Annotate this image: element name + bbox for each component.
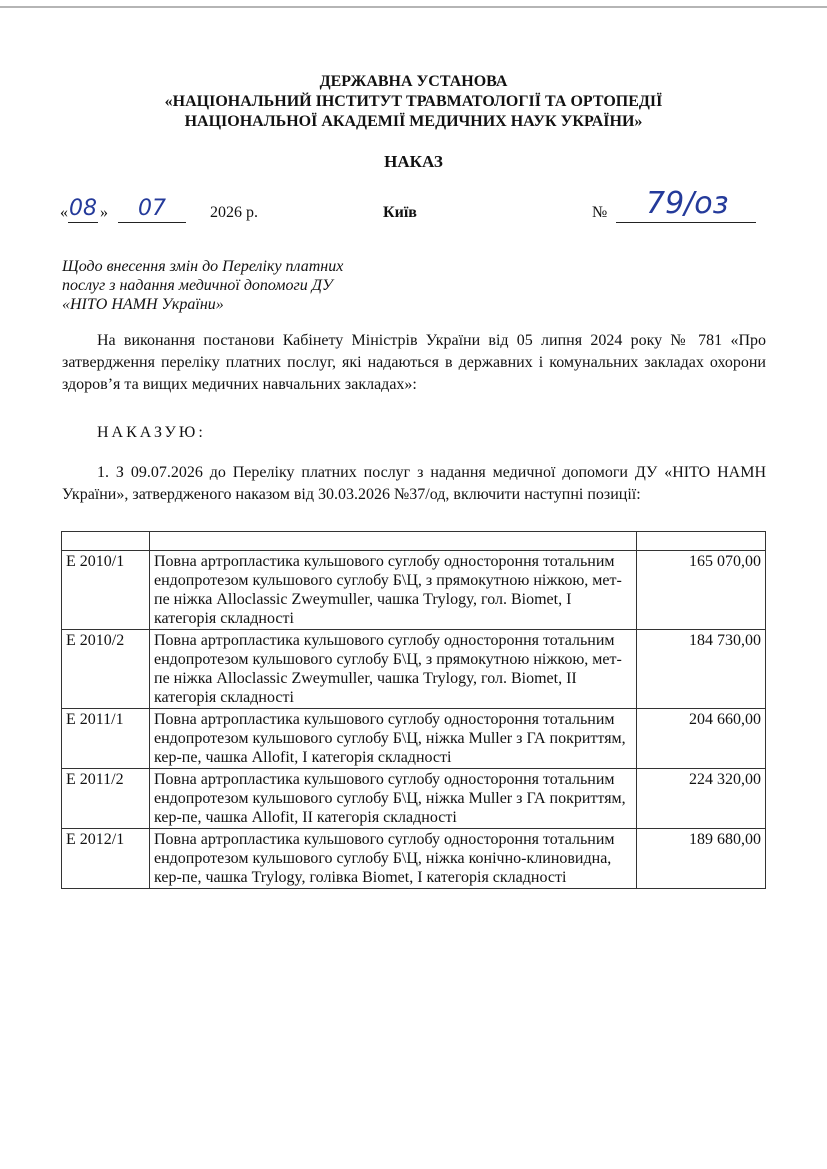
service-code: Е 2010/2 bbox=[62, 630, 150, 709]
year-text: 2026 р. bbox=[210, 204, 258, 221]
service-description: Повна артропластика кульшового суглобу одностороння тотальним ендопротезом кульшового суглобу Б\Ц, ніжка конічно-клиновидна, кер-пе, чашка Trylogy, голівка Biomet, I категорія складності bbox=[150, 829, 637, 889]
table-row bbox=[62, 630, 766, 709]
header-line-2: «НАЦІОНАЛЬНИЙ ІНСТИТУТ ТРАВМАТОЛОГІЇ ТА ОРТОПЕДІЇ bbox=[164, 93, 663, 110]
service-description: Повна артропластика кульшового суглобу одностороння тотальним ендопротезом кульшового суглобу Б\Ц, ніжка Muller з ГА покриттям, кер-пе, чашка Allofit, I категорія складності bbox=[150, 709, 637, 769]
service-code: Е 2011/1 bbox=[62, 709, 150, 769]
header-line-1: ДЕРЖАВНА УСТАНОВА bbox=[319, 73, 508, 90]
service-description: Повна артропластика кульшового суглобу одностороння тотальним ендопротезом кульшового суглобу Б\Ц, з прямокутною ніжкою, мет-пе ніжка Alloclassic Zweymuller, чашка Trylogy, гол. Biomet, I категорія складності bbox=[150, 551, 637, 630]
city-text: Київ bbox=[383, 204, 417, 221]
service-price: 224 320,00 bbox=[637, 769, 766, 829]
service-price: 184 730,00 bbox=[637, 630, 766, 709]
service-code: Е 2012/1 bbox=[62, 829, 150, 889]
table-row bbox=[62, 829, 766, 889]
table-header-row bbox=[62, 532, 766, 551]
service-code: Е 2010/1 bbox=[62, 551, 150, 630]
institution-header bbox=[0, 72, 827, 132]
date-line bbox=[60, 186, 760, 228]
close-quote: » bbox=[100, 204, 108, 221]
number-underline bbox=[616, 222, 756, 223]
service-price: 165 070,00 bbox=[637, 551, 766, 630]
table-row bbox=[62, 551, 766, 630]
table-cell bbox=[637, 532, 766, 551]
document-title: НАКАЗ bbox=[384, 152, 443, 171]
handwritten-number: 79/оз bbox=[646, 186, 729, 221]
service-price: 189 680,00 bbox=[637, 829, 766, 889]
month-underline bbox=[118, 222, 186, 223]
number-label: № bbox=[592, 204, 608, 221]
day-underline bbox=[68, 222, 98, 223]
service-code: Е 2011/2 bbox=[62, 769, 150, 829]
scan-edge-line bbox=[0, 6, 827, 8]
handwritten-month: 07 bbox=[138, 196, 166, 221]
order-subject: Щодо внесення змін до Переліку платних послуг з надання медичної допомоги ДУ «НІТО НАМН України» bbox=[62, 258, 344, 313]
handwritten-day: 08 bbox=[69, 196, 97, 221]
table-row bbox=[62, 769, 766, 829]
header-line-3: НАЦІОНАЛЬНОЇ АКАДЕМІЇ МЕДИЧНИХ НАУК УКРАЇНИ» bbox=[184, 113, 643, 130]
point-1-paragraph: 1. З 09.07.2026 до Переліку платних послуг з надання медичної допомоги ДУ «НІТО НАМН України», затвердженого наказом від 30.03.2026 №37/од, включити наступні позиції: bbox=[62, 464, 766, 503]
service-description: Повна артропластика кульшового суглобу одностороння тотальним ендопротезом кульшового суглобу Б\Ц, з прямокутною ніжкою, мет-пе ніжка Alloclassic Zweymuller, чашка Trylogy, гол. Biomet, II категорія складності bbox=[150, 630, 637, 709]
table-cell bbox=[150, 532, 637, 551]
service-description: Повна артропластика кульшового суглобу одностороння тотальним ендопротезом кульшового суглобу Б\Ц, ніжка Muller з ГА покриттям, кер-пе, чашка Allofit, II категорія складності bbox=[150, 769, 637, 829]
order-word: НАКАЗУЮ: bbox=[97, 424, 206, 441]
open-quote: « bbox=[60, 204, 68, 221]
table-row bbox=[62, 709, 766, 769]
table-cell bbox=[62, 532, 150, 551]
service-price: 204 660,00 bbox=[637, 709, 766, 769]
services-table bbox=[61, 531, 766, 889]
preamble-paragraph: На виконання постанови Кабінету Міністрів України від 05 липня 2024 року № 781 «Про затвердження переліку платних послуг, які надаються в державних і комунальних закладах охорони здоров’я та вищих медичних навчальних закладах»: bbox=[62, 332, 766, 393]
